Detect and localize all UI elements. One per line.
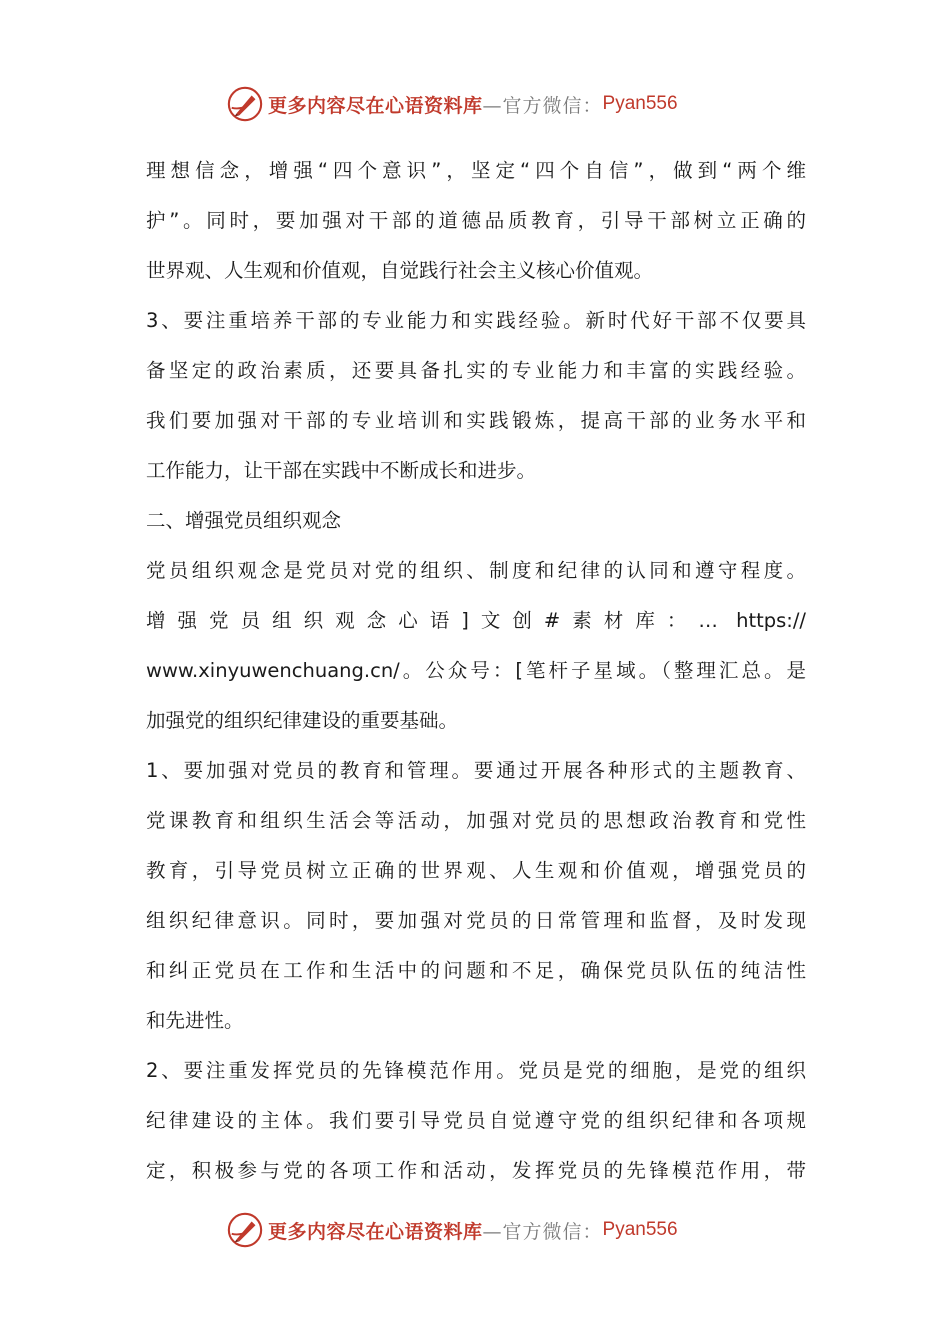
text-line: 1、要加强对党员的教育和管理。要通过开展各种形式的主题教育、 [146, 759, 806, 782]
document-body [146, 146, 806, 1196]
watermark-subtitle: —官方微信： [482, 94, 603, 117]
watermark-title: 更多内容尽在心语资料库 [268, 94, 483, 117]
text-line: 我们要加强对干部的专业培训和实践锻炼，提高干部的业务水平和 [146, 409, 806, 432]
text-line: 定，积极参与党的各项工作和活动，发挥党员的先锋模范作用，带 [146, 1159, 806, 1182]
watermark-wechat-id: Pyan556 [602, 93, 678, 114]
text-line: 增强党员组织观念心语]文创#素材库：… https:// [146, 609, 806, 632]
pen-logo-icon [226, 85, 264, 123]
text-line: 加强党的组织纪律建设的重要基础。 [146, 709, 459, 732]
text-line: 备坚定的政治素质，还要具备扎实的专业能力和丰富的实践经验。 [146, 359, 806, 382]
text-line: 纪律建设的主体。我们要引导党员自觉遵守党的组织纪律和各项规 [146, 1109, 806, 1132]
section-heading: 二、增强党员组织观念 [146, 509, 342, 532]
text-line: 教育，引导党员树立正确的世界观、人生观和价值观，增强党员的 [146, 859, 806, 882]
text-line: 2、要注重发挥党员的先锋模范作用。党员是党的细胞，是党的组织 [146, 1059, 806, 1082]
footer-watermark-banner [226, 1210, 678, 1250]
text-line: www.xinyuwenchuang.cn/。公众号：[笔杆子星域。（整理汇总。是 [146, 659, 806, 682]
pen-logo-icon [226, 1211, 264, 1249]
text-line: 党员组织观念是党员对党的组织、制度和纪律的认同和遵守程度。 [146, 559, 806, 582]
text-line: 组织纪律意识。同时，要加强对党员的日常管理和监督，及时发现 [146, 909, 806, 932]
text-line: 3、要注重培养干部的专业能力和实践经验。新时代好干部不仅要具 [146, 309, 806, 332]
text-line: 世界观、人生观和价值观，自觉践行社会主义核心价值观。 [146, 259, 654, 282]
header-watermark-banner [226, 84, 678, 124]
text-line: 理想信念，增强“四个意识”，坚定“四个自信”，做到“两个维 [146, 159, 806, 182]
watermark-subtitle: —官方微信： [482, 1220, 603, 1243]
watermark-title: 更多内容尽在心语资料库 [268, 1220, 483, 1243]
text-line: 护”。同时，要加强对干部的道德品质教育，引导干部树立正确的 [146, 209, 806, 232]
text-line: 和纠正党员在工作和生活中的问题和不足，确保党员队伍的纯洁性 [146, 959, 806, 982]
text-line: 和先进性。 [146, 1009, 244, 1032]
watermark-wechat-id: Pyan556 [602, 1219, 678, 1240]
text-line: 党课教育和组织生活会等活动，加强对党员的思想政治教育和党性 [146, 809, 806, 832]
text-line: 工作能力，让干部在实践中不断成长和进步。 [146, 459, 537, 482]
